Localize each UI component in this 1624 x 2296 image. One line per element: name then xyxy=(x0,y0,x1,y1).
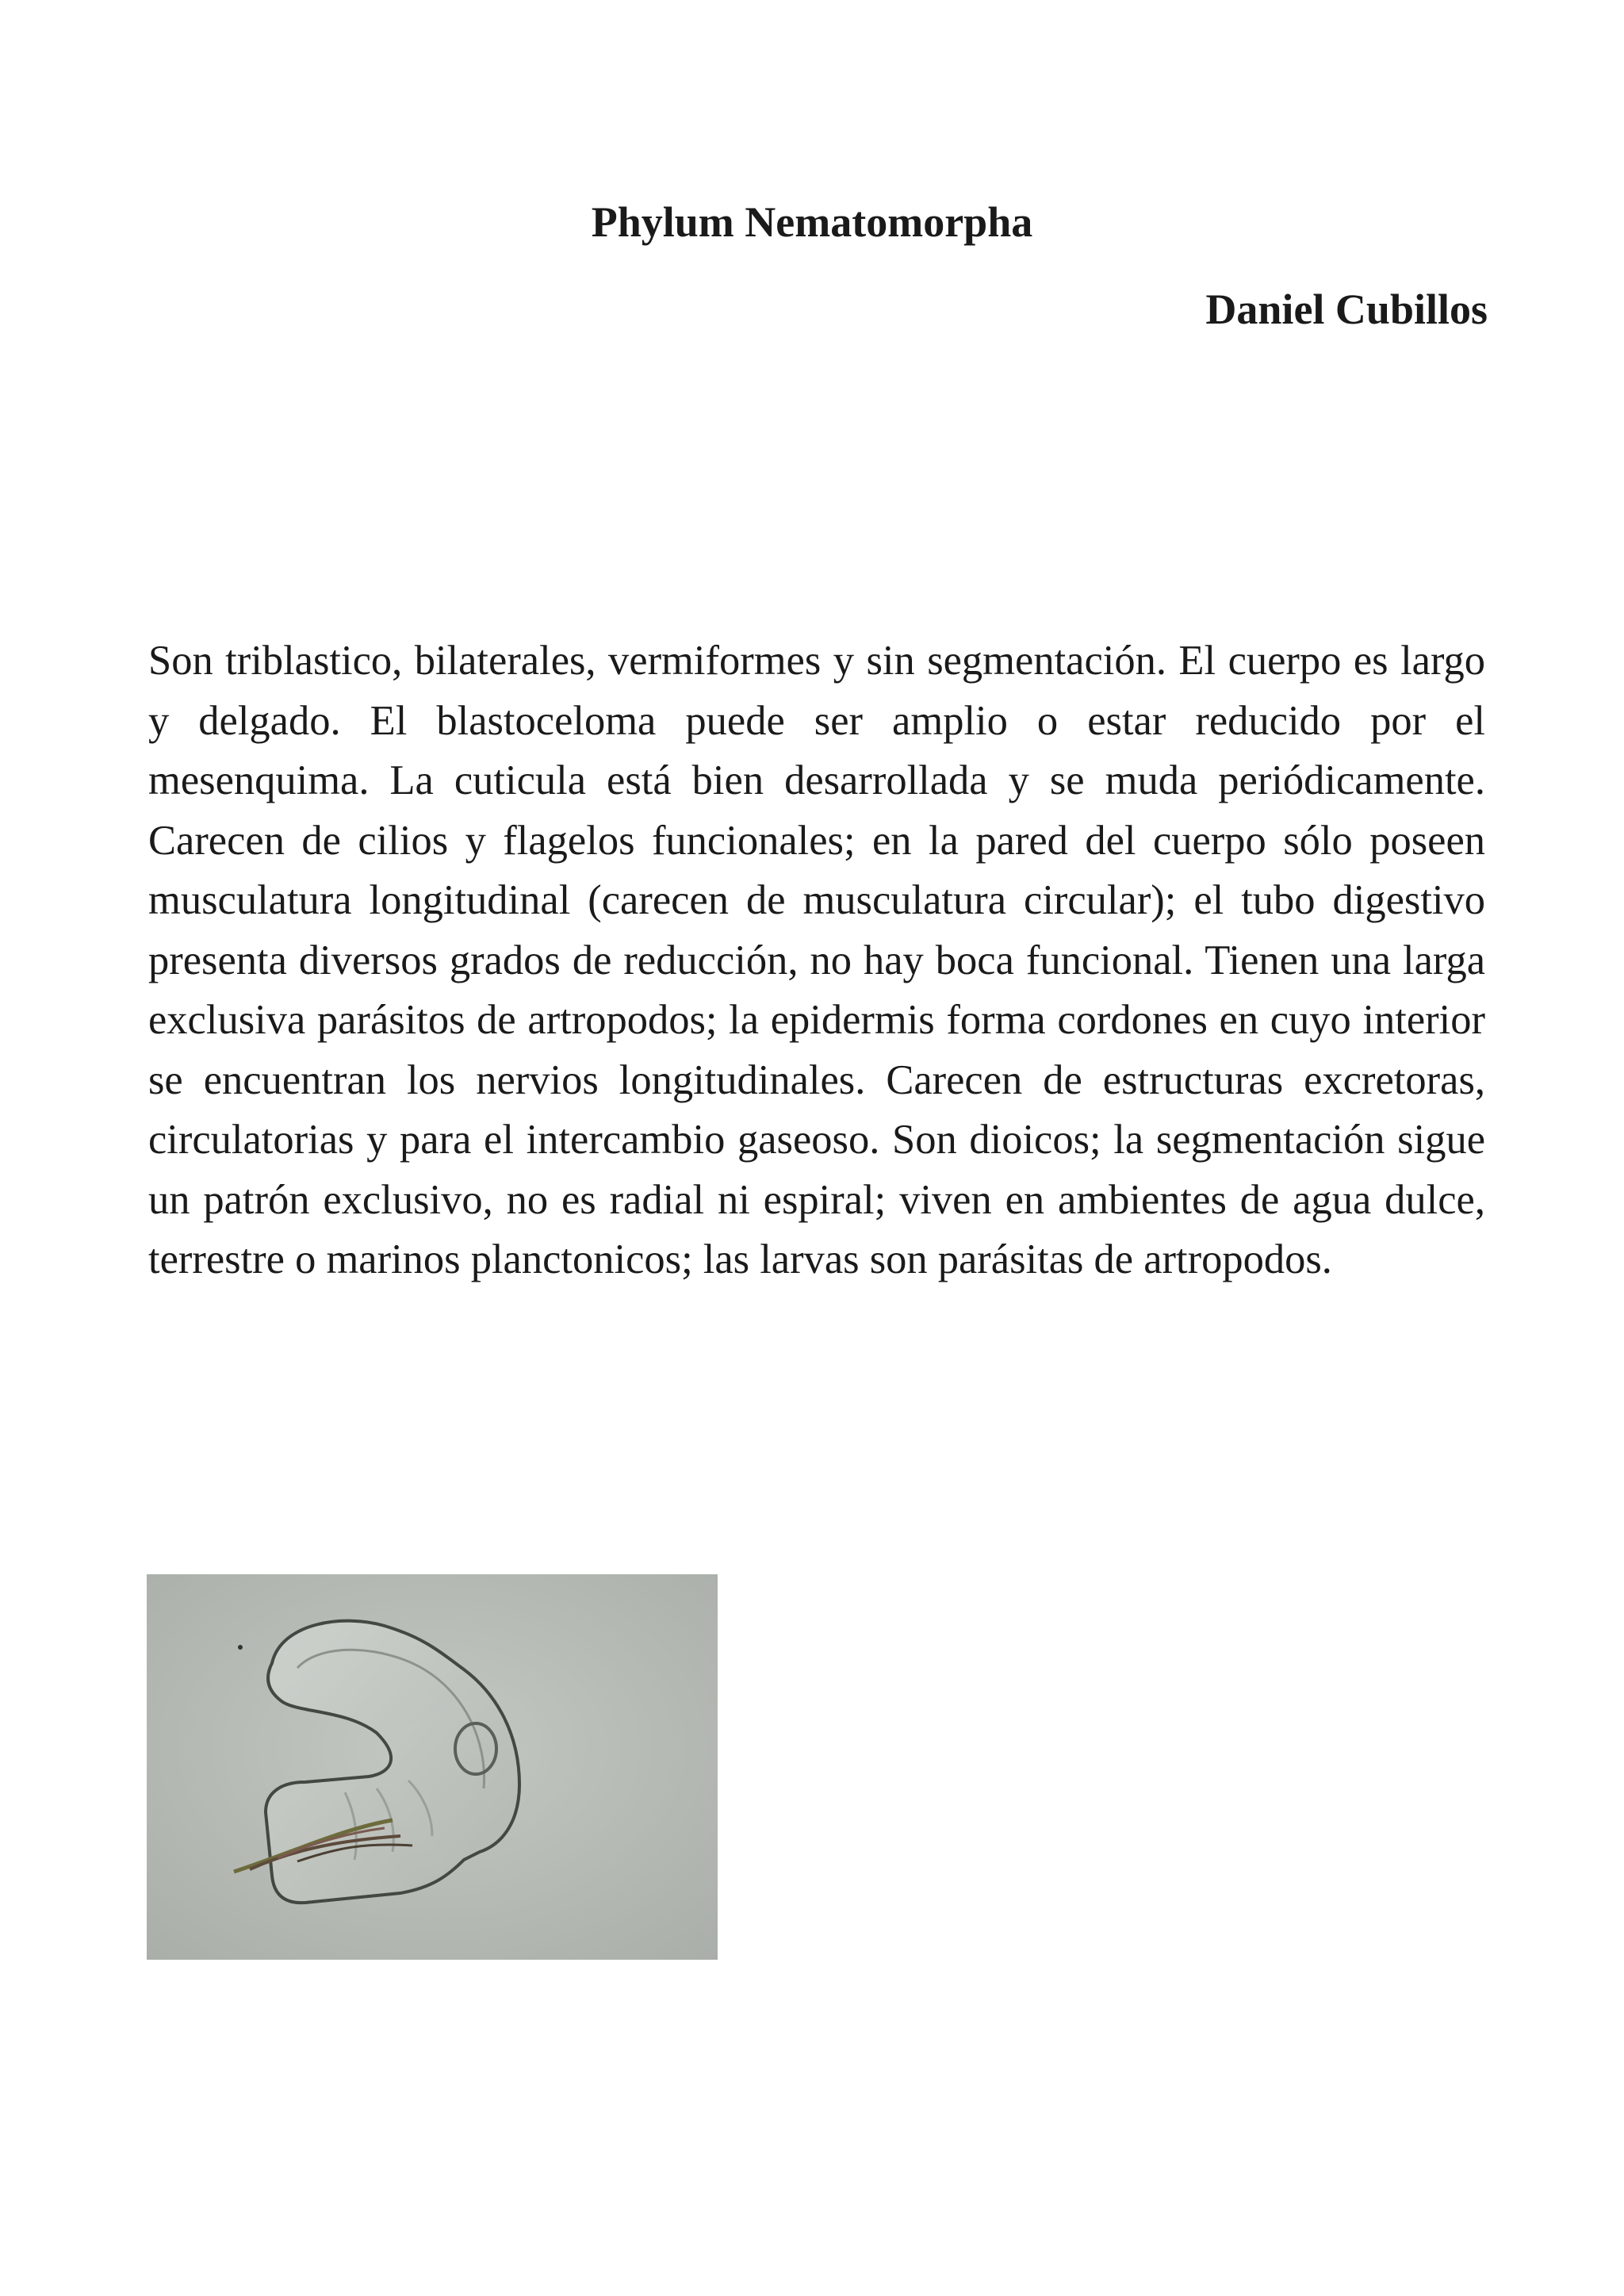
body-paragraph: Son triblastico, bilaterales, vermiformes y sin segmentación. El cuerpo es largo y delgado. El blastoceloma puede ser amplio o estar reducido por el mesenquima. La cuticula está bien desarrollada y se muda periódicamente. Carecen de cilios y flagelos funcionales; en la pared del cuerpo sólo poseen musculatura longitudinal (carecen de musculatura circular); el tubo digestivo presenta diversos grados de reducción, no hay boca funcional. Tienen una larga exclusiva parásitos de artropodos; la epidermis forma cordones en cuyo interior se encuentran los nervios longitudinales. Carecen de estructuras excretoras, circulatorias y para el intercambio gaseoso. Son dioicos; la segmentación sigue un patrón exclusivo, no es radial ni espiral; viven en ambientes de agua dulce, terrestre o marinos planctonicos; las larvas son parásitas de artropodos. xyxy=(148,638,1485,1282)
larva-micrograph xyxy=(147,1574,718,1960)
author-name: Daniel Cubillos xyxy=(1205,286,1488,333)
document-title: Phylum Nematomorpha xyxy=(591,198,1033,246)
larva-micrograph-drawing xyxy=(147,1574,718,1960)
